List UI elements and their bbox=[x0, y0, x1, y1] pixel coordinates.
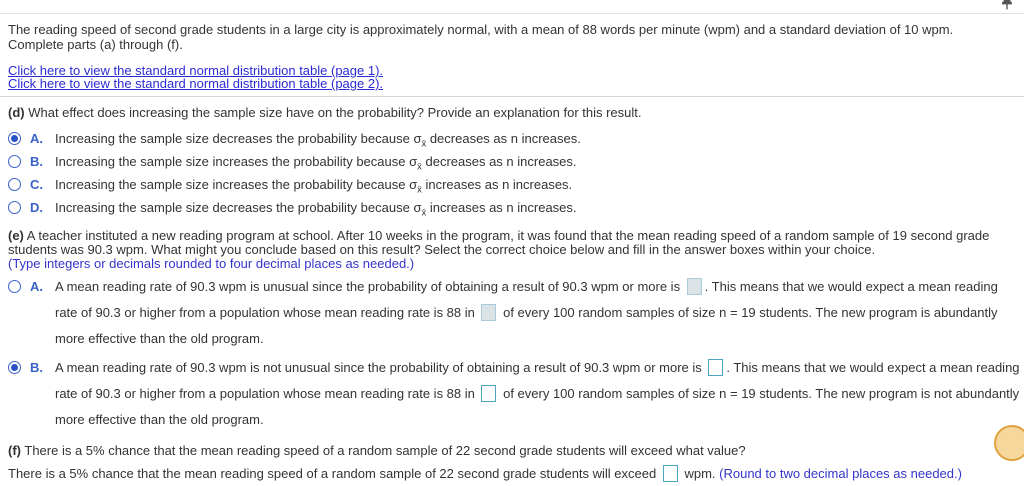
part-f-answer-line bbox=[0, 462, 1024, 486]
option-letter: C. bbox=[30, 177, 43, 192]
part-e-label: (e) bbox=[8, 228, 24, 243]
rounding-hint: (Round to two decimal places as needed.) bbox=[719, 466, 962, 481]
part-d-question bbox=[0, 105, 1024, 120]
part-d-options bbox=[0, 131, 1024, 219]
option-text: A mean reading rate of 90.3 wpm is unusual since the probability of obtaining a result of 90.3 wpm or more is . This means that we would expect a mean reading rate of 90.3 or higher from a population whose mean reading rate is 88 in of every 100 random samples of size n = 19 students. The new program is abundantly more effective than the old program. bbox=[55, 279, 998, 346]
answer-box-frequency-a bbox=[481, 304, 496, 321]
answer-text-before: There is a 5% chance that the mean reading speed of a random sample of 22 second grade students will exceed bbox=[8, 466, 660, 481]
xbar-subscript: x̄ bbox=[417, 184, 422, 196]
answer-text-after: wpm. bbox=[680, 466, 720, 481]
part-d-question-text: What effect does increasing the sample size have on the probability? Provide an explanation for this result. bbox=[24, 105, 642, 120]
option-text: Increasing the sample size decreases the probability because $\sigma_{x̄}$ decreases as n increases. bbox=[55, 131, 581, 150]
sigma-symbol: σ bbox=[409, 154, 418, 169]
normal-table-link-page1[interactable]: Click here to view the standard normal distribution table (page 1). bbox=[8, 63, 384, 78]
sigma-symbol: σ bbox=[413, 200, 422, 215]
xbar-subscript: x̄ bbox=[421, 207, 427, 219]
radio-d-b[interactable] bbox=[8, 155, 21, 168]
part-e-option-a[interactable] bbox=[0, 274, 1024, 352]
table-links bbox=[0, 64, 1024, 90]
option-letter: A. bbox=[30, 131, 43, 146]
part-e-question bbox=[0, 229, 1024, 271]
radio-d-a[interactable] bbox=[8, 132, 21, 145]
radio-e-a[interactable] bbox=[8, 280, 21, 293]
answer-box-probability-a bbox=[687, 278, 702, 295]
radio-d-c[interactable] bbox=[8, 178, 21, 191]
option-text: A mean reading rate of 90.3 wpm is not unusual since the probability of obtaining a result of 90.3 wpm or more is . This means that we would expect a mean reading rate of 90.3 or higher from a population whose mean reading rate is 88 in of every 100 random samples of size n = 19 students. The new program is not abundantly more effective than the old program. bbox=[55, 360, 1020, 427]
part-f-label: (f) bbox=[8, 443, 21, 458]
xbar-subscript: x̄ bbox=[417, 161, 422, 173]
problem-statement: The reading speed of second grade students in a large city is approximately normal, with a mean of 88 words per minute (wpm) and a standard deviation of 10 wpm. Complete parts (a) through (f). bbox=[8, 22, 954, 52]
normal-table-link-page2[interactable]: Click here to view the standard normal distribution table (page 2). bbox=[8, 76, 384, 91]
part-d-option-b[interactable] bbox=[0, 154, 1024, 173]
answer-box-probability-b[interactable] bbox=[708, 359, 723, 376]
part-e-instruction: (Type integers or decimals rounded to four decimal places as needed.) bbox=[8, 256, 415, 271]
sigma-symbol: σ bbox=[413, 131, 422, 146]
xbar-subscript: x̄ bbox=[421, 138, 427, 150]
option-text: Increasing the sample size increases the probability because $\sigma_{x̄}$ increases as n increases. bbox=[55, 177, 573, 196]
part-d-label: (d) bbox=[8, 105, 25, 120]
option-letter: D. bbox=[30, 200, 43, 215]
radio-e-b[interactable] bbox=[8, 361, 21, 374]
pushpin-icon[interactable] bbox=[997, 0, 1017, 11]
help-bubble-partial[interactable] bbox=[994, 425, 1024, 461]
part-e-option-b[interactable] bbox=[0, 355, 1024, 433]
top-divider-bar bbox=[0, 0, 1024, 14]
radio-d-d[interactable] bbox=[8, 201, 21, 214]
answer-box-part-f[interactable] bbox=[663, 465, 678, 482]
option-letter: B. bbox=[30, 360, 43, 375]
option-text: Increasing the sample size increases the probability because $\sigma_{x̄}$ decreases as n increases. bbox=[55, 154, 577, 173]
sigma-symbol: σ bbox=[409, 177, 418, 192]
answer-box-frequency-b[interactable] bbox=[481, 385, 496, 402]
option-text: Increasing the sample size decreases the probability because $\sigma_{x̄}$ increases as n increases. bbox=[55, 200, 577, 219]
part-e-question-text: A teacher instituted a new reading program at school. After 10 weeks in the program, it was found that the mean reading speed of a random sample of 19 second grade students was 90.3 wpm. What might you conclude based on this result? Select the correct choice below and fill in the answer boxes within your choice. bbox=[8, 228, 990, 257]
part-f-question-text: There is a 5% chance that the mean reading speed of a random sample of 22 second grade students will exceed what value? bbox=[21, 443, 746, 458]
section-divider bbox=[0, 96, 1024, 97]
part-f-question bbox=[0, 443, 1024, 458]
option-letter: A. bbox=[30, 279, 43, 294]
part-d-option-d[interactable] bbox=[0, 200, 1024, 219]
part-d-option-c[interactable] bbox=[0, 177, 1024, 196]
part-d-option-a[interactable] bbox=[0, 131, 1024, 150]
option-letter: B. bbox=[30, 154, 43, 169]
